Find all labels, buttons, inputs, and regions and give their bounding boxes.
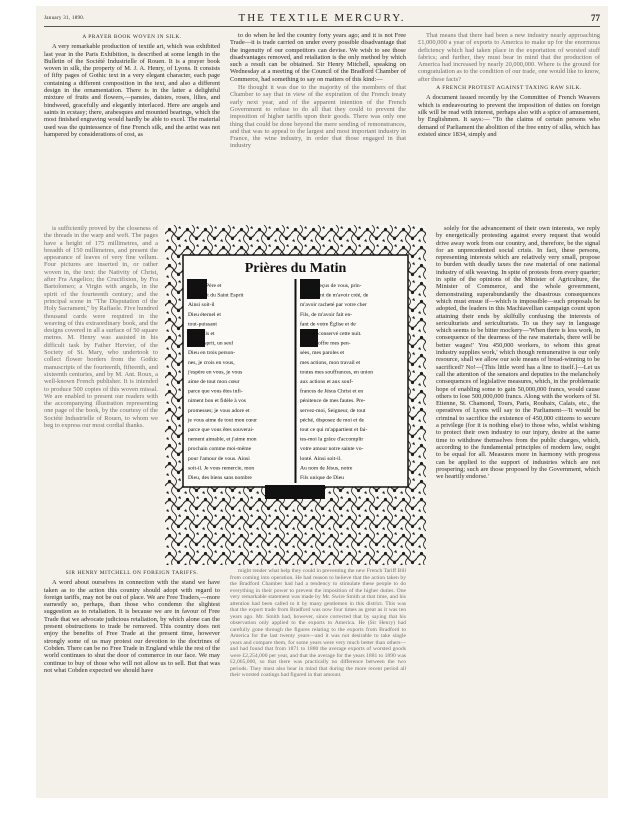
page-number: 77 <box>591 13 600 23</box>
prayer-text-line: Saint Esprit, un seul <box>188 340 234 347</box>
prayer-text-line: niment bon et fidèle à vos <box>188 398 246 405</box>
prayer-text-line: tout-puissant <box>188 321 217 328</box>
prayer-text-line: toutes mes souffrances, en union <box>300 369 374 376</box>
woven-prayer-page-illustration <box>165 225 426 565</box>
column-2-top <box>230 32 406 222</box>
prayer-text-line: mes actions, mon travail et <box>300 359 361 366</box>
article-heading: A PRAYER BOOK WOVEN IN SILK. <box>82 34 182 40</box>
prayer-text-line: Dieu, des biens sans nombre <box>188 475 252 481</box>
prayer-text-line: parce que vous êtes infi- <box>188 388 243 395</box>
panel-foot-band <box>265 485 325 499</box>
prayer-text-line: nement aimable, et j'aime mon <box>188 436 257 443</box>
prayer-text-line: frances de Jésus Christ et en <box>300 388 364 395</box>
page-header <box>44 12 600 27</box>
newspaper-page <box>36 6 608 798</box>
prayer-text-line: servez-moi, Seigneur, de tout <box>300 407 366 414</box>
prayer-text-line: Dou du Père et <box>188 283 222 289</box>
article-heading: SIR HENRY MITCHELL ON FOREIGN TARIFFS. <box>65 570 199 576</box>
masthead-title: THE TEXTILE MERCURY. <box>238 12 406 24</box>
prayer-text-line: Fils, de m'avoir fait en- <box>300 311 353 318</box>
column-1-bottom <box>44 568 220 796</box>
column-3-wrap <box>436 225 600 565</box>
prayer-text-line: Dieu éternel et <box>188 311 221 318</box>
prayer-text-line: soit-il. Je vous remercie, mon <box>188 465 255 472</box>
prayer-text-line: m'avoir racheté par votre cher <box>300 302 367 309</box>
prayer-text-line: sées, mes paroles et <box>300 350 345 357</box>
prayer-text-line: péché, disposez de moi et de <box>300 417 364 424</box>
prayer-text-line: du Fils et du Saint Esprit <box>188 292 244 299</box>
prayer-title: Prières du Matin <box>244 261 347 276</box>
prayer-text-line: aime de tout mon cœur <box>188 379 240 385</box>
prayer-text-line: parce que vous êtes souverai- <box>188 427 254 433</box>
prayer-text-line: je vous aime de tout mon cœur <box>188 417 257 424</box>
prayer-text-line: prochain comme moi-même <box>188 446 252 453</box>
prayer-text-line: Ainsi soit-il <box>188 302 215 309</box>
prayer-text-line: que j'ai reçus de vous, prin- <box>300 283 362 289</box>
quoted-paragraph: might render what help they could in preventing the new French Tariff Bill from coming into operation. He had reason to believe that the action taken by the Bradford Chamber had had a tendency to stimulate these people to do everything in their power to prevent the imposition of the higher duties. One very remarkable statement was made by Mr. Swire Smith at that time, and his attention had been called to it by many gentlemen in this district. This was that the export trade from Bradford was now four times as great as it was ten years ago. Mr. Smith had, however, since corrected that by saying that his observation only applied to the exports to America. He (Sir Henry) had carefully gone through the figures relating to the exports from Bradford to America for the last twenty years—and it was not desirable to take single years and compare them, for some years were very much better than others—and had found that from 1871 to 1880 the average exports of worsted goods were £2,254,000 per year, and that the average for the years 1881 to 1890 was £2,065,000, so that there was practically no difference between the two periods. They must also bear in mind that during the more recent period all their worsted coatings had figured in that amount. <box>230 568 406 678</box>
prayer-text-line: Au nom de Jésus, notre <box>300 465 353 472</box>
quoted-paragraph: That means that there had been a new industry nearly approaching £1,000,000 a year of exports to America to make up for the enormous deficiency which had taken place in the exportation of worsted stuff fabrics; and further, they must bear in mind that the production of America had increased by nearly 20,000,000. Where is the ground for congratulation as to the condition of our trade, one would like to know, after these facts? <box>418 32 600 83</box>
article-paragraph: to do when he led the country forty years ago; and it is not Free Trade—it is trade carried on under every possible disadvantage that the ingenuity of our competitors can devise. We wish to see those disadvantages removed, and retaliation is the only method by which such a result can be obtained. Sir Henry Mitchell, speaking on Wednesday at a meeting of the Council of the Bradford Chamber of Commerce, had something to say on matters of this kind:— <box>230 32 406 83</box>
article-paragraph: solely for the advancement of their own interests, we reply by energetically protesting against every request that would drive away work from our country, and, therefore, be the signal for an unprecedented social crisis. In fact, these persons, representing interests which are relatively very small, propose to burden with deadly taxes the raw material of one national industry of silk weaving. In spite of protests from every quarter; in spite of the opinions of the Minister of Agriculture, the Minister of Commerce, and the whole government, demonstrating superabundantly the disastrous consequences which must ensue if—which is impossible—such proposals be adopted, the leaders in this Machiavellian campaign count upon attaining their ends by skilfully confusing the interests of sericulturists and sericulturists. To us they say in language which seems to be bitter mockery—'When there is less work, in consequence of the dearness of the raw materials, there will be better wages!' You 450,000 workers, to whom this great industry supplies work,' which though remunerative is our only resource, shall we allow our sole means of bread-winning to be sacrificed? No!—[This little word has a line to itself.]—Let us call the attention of the senators and deputies to the melancholy consequences of legislative measures, which, in the problematic hope of enabling some to gain 50,000,000 francs, would cause others to lose 500,000,000 francs. Along with the workers of St. Etienne, St. Chamond, Tours, Paris, Roubaix, Calais, etc., the operatives of Lyons will say to the Parliament—'It would be criminal to sacrifice the existence of 450,000 citizens to secure a privilege (for it is nothing else) to those who, whilst wishing to protect their own industry to our injury, desire at the same time to withdraw themselves from the public charges, which, according to the fundamental principles of modern law, ought to be equal for all. Measures more in harmony with progress can be applied to the support of industries which are not prospering; such are those proposed by the Government, which we heartily endorse.' <box>436 225 600 481</box>
prayer-text-line: Je vous offre mes pen- <box>300 340 351 347</box>
prayer-text-line: nes, je crois en vous, <box>188 359 235 366</box>
column-3-top <box>418 32 600 222</box>
column-1-top <box>44 32 220 222</box>
quoted-paragraph: He thought it was due to the majority of the members of that Chamber to say that in view of the expiration of the French treaty early next year, and of the apparent intention of the French Government to refuse to do all that they could to prevent the imposition of higher tariffs upon their goods. There was only one thing that could be done beyond the mere sending of remonstrances, and that was to appeal to the largest and most important industry in France, the wine industry, in order that those engaged in that industry <box>230 84 406 150</box>
prayer-text-line: m'avoir conservé cette nuit. <box>300 331 362 337</box>
prayer-text-line: tout ce qui m'appartient et fai- <box>300 427 368 433</box>
prayer-text-line: j'espère en vous, je vous <box>188 369 243 376</box>
prayer-text-line: promesses; je vous adore et <box>188 407 250 414</box>
prayer-text-line: Fils unique de Dieu <box>300 475 344 481</box>
article-paragraph: A very remarkable production of textile art, which was exhibited last year in the Paris Exhibition, is described at some length in the Bulletin of the Société Industrielle of Rouen. It is a prayer book woven in silk, the property of M. J. A. Henry, of Lyons. It consists of fifty pages of Gothic text in a very elegant character, each page containing a different composition in the text, and also a different design in the ornamentation. There is in the latter a delightful mixture of fruits and flowers,—pansies, daisies, roses, lilies, and bindweed, gracefully and elegantly interlaced. Here are angels and saints in ecstasy; there, arabesques and mounted bearings, which the most finished engraving would hardly be able to excel. The material used was the quintessence of fine French silk, and the artist was not hampered by considerations of cost, as <box>44 43 220 138</box>
prayer-text-line: Dieu en trois person- <box>188 350 236 357</box>
article-paragraph: is sufficiently proved by the closeness of the threads in the warp and weft. The pages have a height of 175 millimetres, and a breadth of 150 millimetres, and present the appearance of leaves of very fine vellum. Four pictures are inserted in, or rather woven in, the text: the Nativity of Christ, after Fra Angelico; the Crucifixion, by Fra Bartolomeo; a Virgin with angels, in the spirit of the fourteenth century; and the principal scene in "The Disputation of the Holy Sacrament," by Raffaele. Five hundred thousand cards were required in the weaving of this extraordinary book, and the designs covered in all a surface of 50 square metres. M. Henry was assisted in his difficult task by Father Hervier, of the Society of St. Mary, who undertook to collect flower borders from the Gothic manuscripts of the fourteenth, fifteenth, and sixteenth centuries, and by M. Ant. Roux, a well-known French publisher. It is intended to produce 500 copies of this woven missal. We are enabled to present our readers with the accompanying illustration representing one page of the book, by the courtesy of the Société Industrielle of Rouen, to whom we beg to express our most cordial thanks. <box>44 225 158 430</box>
article-paragraph: A word about ourselves in connection with the stand we have taken as to the action this country should adopt with regard to foreign tariffs, may not be out of place. We are Free Traders,—more earnestly so, perhaps, than those who condemn the slightest suggestion as to retaliation. It is because we are in favour of Free Trade that we advocate judicious retaliation, by which alone can the present obstructions to trade be removed. This country does not enjoy the benefits of Free Trade at the present time, however strongly some of us may protest our devotion to the doctrines of Cobden. There can be no Free Trade in England while the rest of the world continues to shut the door of commerce in our face. We may continue to buy of those who will not allow us to sell. But that was not what Cobden expected we should have <box>44 579 220 674</box>
issue-date: January 31, 1890. <box>44 16 85 21</box>
prayer-text-line: lonté. Ainsi soit-il. <box>300 455 342 462</box>
column-1-wrap <box>44 225 158 565</box>
article-heading: A FRENCH PROTEST AGAINST TAXING RAW SILK. <box>436 85 582 92</box>
article-paragraph: A document issued recently by the Committee of French Weavers which is endeavouring to prevent the imposition of duties on foreign silk will be read with interest, perhaps also with a spice of amusement, by Englishmen. It says:— "To the claims of certain persons who demand of Parliament the abolition of the free entry of silks, which has existed since 1834, simply and <box>418 94 600 138</box>
prayer-text-line: pour l'amour de vous. Ainsi <box>188 455 250 462</box>
prayer-text-line: pénitence de mes fautes. Pre- <box>300 398 366 405</box>
prayer-text-line: cipalement de m'avoir créé, de <box>300 292 369 299</box>
prayer-text-line: tes-moi la grâce d'accomplir <box>300 436 364 443</box>
column-2-bottom <box>230 568 406 796</box>
prayer-text-line: votre amour notre sainte vo- <box>300 446 364 453</box>
prayer-text-line: Père, Fils et <box>188 331 215 337</box>
prayer-text-line: aux actions et aux souf- <box>300 379 354 385</box>
prayer-text-line: fant de votre Église et de <box>300 321 356 328</box>
